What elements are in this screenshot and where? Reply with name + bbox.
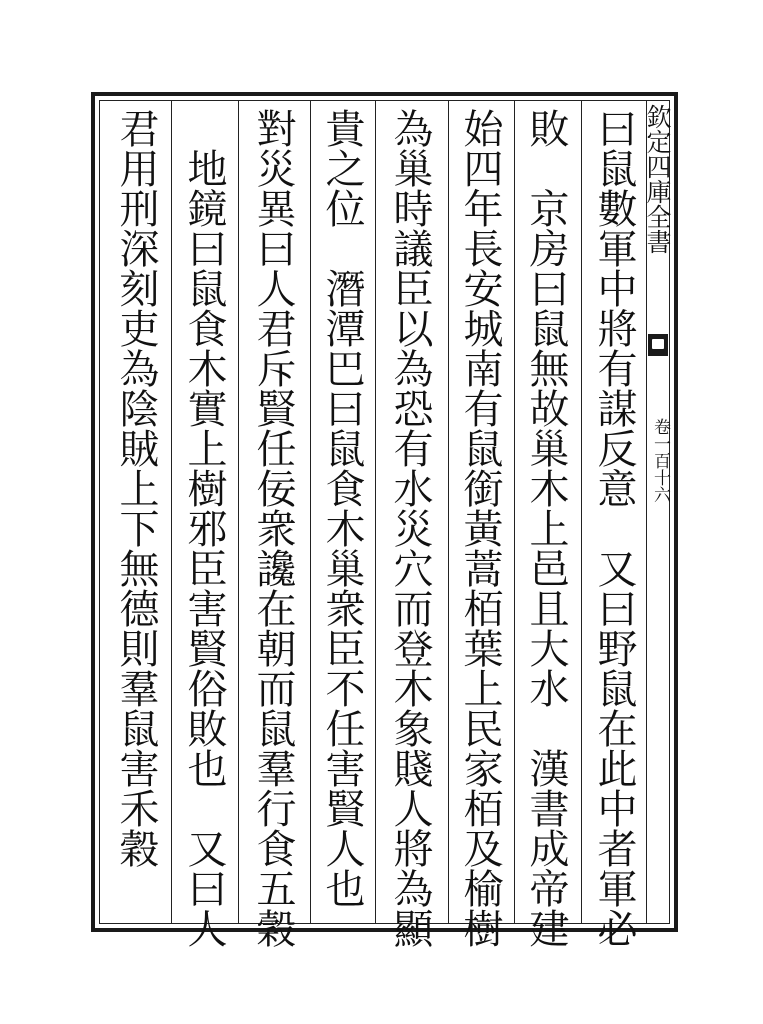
column-rule [448,100,449,924]
book-title: 欽定四庫全書 [643,104,672,254]
text-column-3: 始四年長安城南有鼠銜黃蒿栢葉上民家栢及榆樹 [457,108,503,948]
text-column-7: 地鏡曰鼠食木實上樹邪臣害賢俗敗也 又曰人 [181,108,227,948]
volume-number: 卷一百十六 [650,418,670,503]
text-column-5: 貴之位 潛潭巴曰鼠食木巢衆臣不任害賢人也 [319,108,365,908]
column-rule [581,100,582,924]
text-column-6: 對災異曰人君斥賢任佞衆讒在朝而鼠羣行食五穀 [250,108,296,948]
column-rule [310,100,311,924]
column-rule [171,100,172,924]
column-rule [375,100,376,924]
column-rule [514,100,515,924]
text-column-1: 曰鼠數軍中將有謀反意 又曰野鼠在此中者軍必 [591,108,637,948]
text-column-2: 敗 京房曰鼠無故巢木上邑且大水 漢書成帝建 [523,108,569,948]
text-column-4: 為巢時議臣以為恐有水災穴而登木象賤人將為顯 [387,108,433,948]
fishtail-mark-icon [648,334,668,356]
text-column-8: 君用刑深刻吏為陰賊上下無德則羣鼠害禾穀 [113,108,159,868]
column-rule [238,100,239,924]
